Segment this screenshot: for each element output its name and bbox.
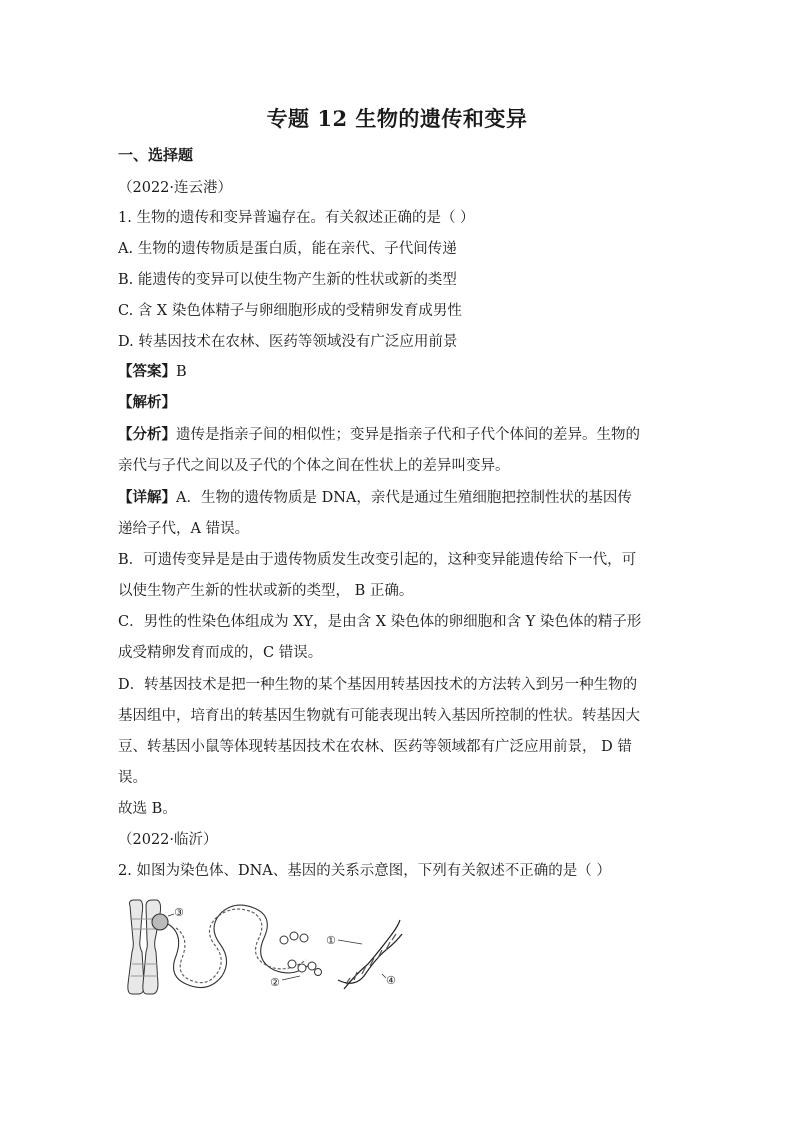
label-leader-lines xyxy=(168,914,386,980)
detail-line: 成受精卵发育而成的，C 错误。 xyxy=(118,645,323,661)
figure-label-2: ② xyxy=(270,976,280,989)
q1-option-d: D. 转基因技术在农林、医药等领域没有广泛应用前景 xyxy=(118,334,458,350)
detail-line: B．可遗传变异是是由于遗传物质发生改变引起的，这种变异能遗传给下一代，可 xyxy=(118,552,637,568)
q1-option-b: B. 能遗传的变异可以使生物产生新的性状或新的类型 xyxy=(118,272,457,288)
xiangjie-label: 【详解】 xyxy=(118,489,176,506)
answer-label: 【答案】 xyxy=(118,363,176,380)
page-title: 专题 12 生物的遗传和变异 xyxy=(266,106,528,131)
detail-line: 以使生物产生新的性状或新的类型， B 正确。 xyxy=(118,583,414,599)
fenxi-line-2: 亲代与子代之间以及子代的个体之间在性状上的差异叫变异。 xyxy=(118,458,510,474)
xiangjie-line-1 xyxy=(118,488,632,508)
answer-value: B xyxy=(176,364,187,380)
chromosome-dna-gene-figure xyxy=(124,894,404,1004)
section-heading: 一、选择题 xyxy=(118,146,194,164)
q1-option-a: A. 生物的遗传物质是蛋白质，能在亲代、子代间传递 xyxy=(118,241,457,257)
xiangjie-text: A．生物的遗传物质是 DNA，亲代是通过生殖细胞把控制性状的基因传 xyxy=(176,490,632,506)
detail-line: 豆、转基因小鼠等体现转基因技术在农林、医药等领域都有广泛应用前景， D 错 xyxy=(118,739,632,755)
q1-option-c: C. 含 X 染色体精子与卵细胞形成的受精卵发育成男性 xyxy=(118,303,462,319)
q1-stem: 1. 生物的遗传和变异普遍存在。有关叙述正确的是（ ） xyxy=(118,210,475,226)
detail-line: 故选 B。 xyxy=(118,801,177,817)
detail-line: C．男性的性染色体组成为 XY，是由含 X 染色体的卵细胞和含 Y 染色体的精子形 xyxy=(118,614,642,630)
detail-line: 递给子代，A 错误。 xyxy=(118,521,250,537)
analysis-label: 【解析】 xyxy=(118,394,176,411)
q2-source: （2022·临沂） xyxy=(118,832,218,848)
chromosome-illustration xyxy=(128,900,161,994)
figure-label-4: ④ xyxy=(386,974,396,987)
figure-label-3: ③ xyxy=(174,906,184,919)
q1-source: （2022·连云港） xyxy=(118,180,233,196)
figure-labels xyxy=(174,906,396,989)
detail-line: D．转基因技术是把一种生物的某个基因用转基因技术的方法转入到另一种生物的 xyxy=(118,677,638,693)
fenxi-label: 【分析】 xyxy=(118,426,176,443)
q1-answer xyxy=(118,362,187,382)
detail-line: 基因组中，培育出的转基因生物就有可能表现出转入基因所控制的性状。转基因大 xyxy=(118,708,640,724)
fenxi-line-1 xyxy=(118,425,640,445)
q2-stem: 2. 如图为染色体、DNA、基因的关系示意图，下列有关叙述不正确的是（ ） xyxy=(118,863,611,879)
fenxi-text: 遗传是指亲子间的相似性；变异是指亲子代和子代个体间的差异。生物的 xyxy=(176,427,640,443)
figure-label-1: ① xyxy=(326,934,336,947)
detail-line: 误。 xyxy=(118,770,147,786)
